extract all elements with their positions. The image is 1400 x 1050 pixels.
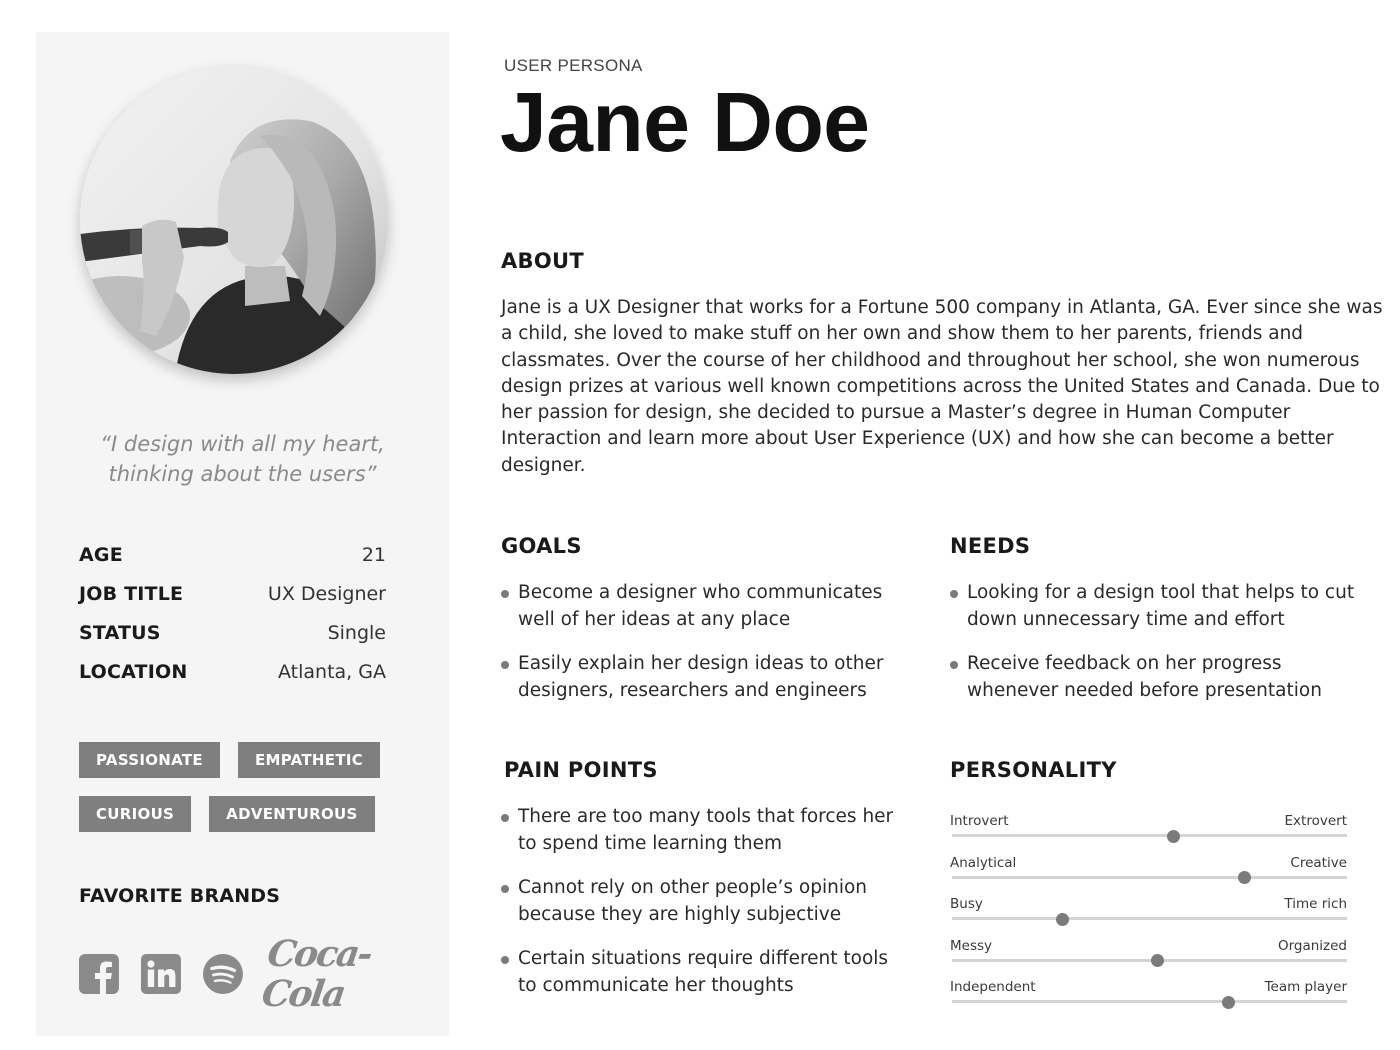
persona-sidebar: [36, 32, 449, 1036]
pain-point-line: because they are highly subjective: [518, 903, 842, 925]
fact-label: JOB TITLE: [79, 583, 184, 605]
fact-status: [79, 622, 386, 661]
need-line: Receive feedback on her progress: [967, 653, 1282, 674]
about-line: classmates. Over the course of her childhood and throughout her school, she won numerous: [501, 349, 1360, 371]
slider-left-label: Analytical: [950, 854, 1017, 871]
persona-quote: [36, 429, 449, 489]
goals-title: GOALS: [501, 534, 582, 558]
need-line: Looking for a design tool that helps to cut: [967, 582, 1355, 603]
about-line: designer.: [501, 454, 586, 476]
goal-line: designers, researchers and engineers: [518, 679, 867, 701]
needs-title: NEEDS: [950, 534, 1031, 558]
pain-points-title: PAIN POINTS: [504, 758, 658, 782]
tag-empathetic: EMPATHETIC: [238, 742, 380, 778]
personality-slider: [950, 978, 1347, 1020]
pain-point-line: to spend time learning them: [518, 832, 782, 854]
pain-point-line: Certain situations require different tools: [518, 948, 889, 969]
slider-track: [952, 834, 1347, 837]
slider-knob: [1167, 830, 1180, 843]
slider-knob: [1238, 871, 1251, 884]
about-title: ABOUT: [501, 249, 584, 273]
fact-value: UX Designer: [267, 583, 386, 605]
need-line: whenever needed before presentation: [967, 679, 1322, 701]
quote-line: thinking about the users”: [108, 462, 377, 486]
slider-left-label: Independent: [950, 979, 1036, 995]
about-line: a child, she loved to make stuff on her own and show them to her parents, friends and: [501, 323, 1304, 345]
fact-value: Atlanta, GA: [278, 661, 386, 683]
personality-sliders: [950, 812, 1347, 1020]
about-line: design prizes at various well known competitions across the United States and Canada. Due to: [501, 375, 1380, 397]
favorite-brands-title: FAVORITE BRANDS: [79, 885, 281, 907]
slider-track: [952, 1000, 1347, 1003]
spotify-icon: [203, 954, 243, 994]
pain-points-list: [501, 804, 893, 1017]
slider-right-label: Team player: [1264, 979, 1347, 995]
trait-tags: [79, 742, 409, 850]
goal-item: [501, 651, 883, 704]
fact-job-title: [79, 583, 386, 622]
about-line: Interaction and learn more about User Experience (UX) and how she can become a better: [501, 428, 1334, 450]
persona-name: Jane Doe: [500, 75, 870, 169]
facebook-icon: [79, 954, 119, 994]
about-line: Jane is a UX Designer that works for a Fortune 500 company in Atlanta, GA. Ever since she was: [501, 297, 1383, 318]
goal-line: Easily explain her design ideas to other: [518, 653, 884, 674]
coca-cola-logo: Coca-Cola: [259, 933, 374, 1015]
about-line: her passion for design, she decided to pursue a Master’s degree in Human Computer: [501, 402, 1291, 424]
pain-point-line: to communicate her thoughts: [518, 974, 794, 996]
about-text: [501, 295, 1383, 479]
slider-right-label: Time rich: [1284, 896, 1347, 912]
fact-age: [79, 544, 386, 583]
tag-curious: CURIOUS: [79, 796, 191, 832]
personality-slider: [950, 854, 1347, 896]
slider-track: [952, 959, 1347, 962]
tag-passionate: PASSIONATE: [79, 742, 220, 778]
persona-eyebrow: USER PERSONA: [504, 56, 643, 75]
fact-value: Single: [327, 622, 386, 644]
needs-list: [950, 580, 1354, 722]
personality-slider: [950, 895, 1347, 937]
need-line: down unnecessary time and effort: [967, 608, 1285, 630]
slider-right-label: Extrovert: [1284, 813, 1347, 829]
goal-item: [501, 580, 883, 633]
fact-label: LOCATION: [79, 661, 188, 683]
persona-facts: [79, 544, 386, 700]
goal-line: Become a designer who communicates: [518, 582, 883, 603]
pain-point-line: Cannot rely on other people’s opinion: [518, 877, 868, 898]
pain-point-item: [501, 804, 893, 857]
goals-list: [501, 580, 883, 722]
quote-line: “I design with all my heart,: [100, 432, 385, 456]
slider-track: [952, 917, 1347, 920]
slider-knob: [1056, 913, 1069, 926]
pain-point-item: [501, 946, 893, 999]
slider-knob: [1222, 996, 1235, 1009]
fact-location: [79, 661, 386, 700]
personality-title: PERSONALITY: [950, 758, 1117, 782]
need-item: [950, 580, 1354, 633]
pain-point-line: There are too many tools that forces her: [518, 806, 894, 827]
need-item: [950, 651, 1354, 704]
pain-point-item: [501, 875, 893, 928]
linkedin-icon: [141, 954, 181, 994]
personality-slider: [950, 937, 1347, 979]
slider-knob: [1151, 954, 1164, 967]
slider-track: [952, 876, 1347, 879]
goal-line: well of her ideas at any place: [518, 608, 791, 630]
personality-slider: [950, 812, 1347, 854]
fact-label: AGE: [79, 544, 123, 566]
slider-left-label: Busy: [950, 896, 983, 912]
fact-value: 21: [361, 544, 386, 566]
favorite-brands: [79, 934, 449, 1014]
slider-right-label: Organized: [1277, 937, 1347, 954]
persona-photo: [80, 66, 388, 374]
slider-right-label: Creative: [1290, 854, 1347, 871]
slider-left-label: Messy: [950, 937, 993, 954]
persona-avatar: [80, 66, 388, 374]
fact-label: STATUS: [79, 622, 161, 644]
slider-left-label: Introvert: [950, 813, 1009, 829]
tag-adventurous: ADVENTUROUS: [209, 796, 374, 832]
